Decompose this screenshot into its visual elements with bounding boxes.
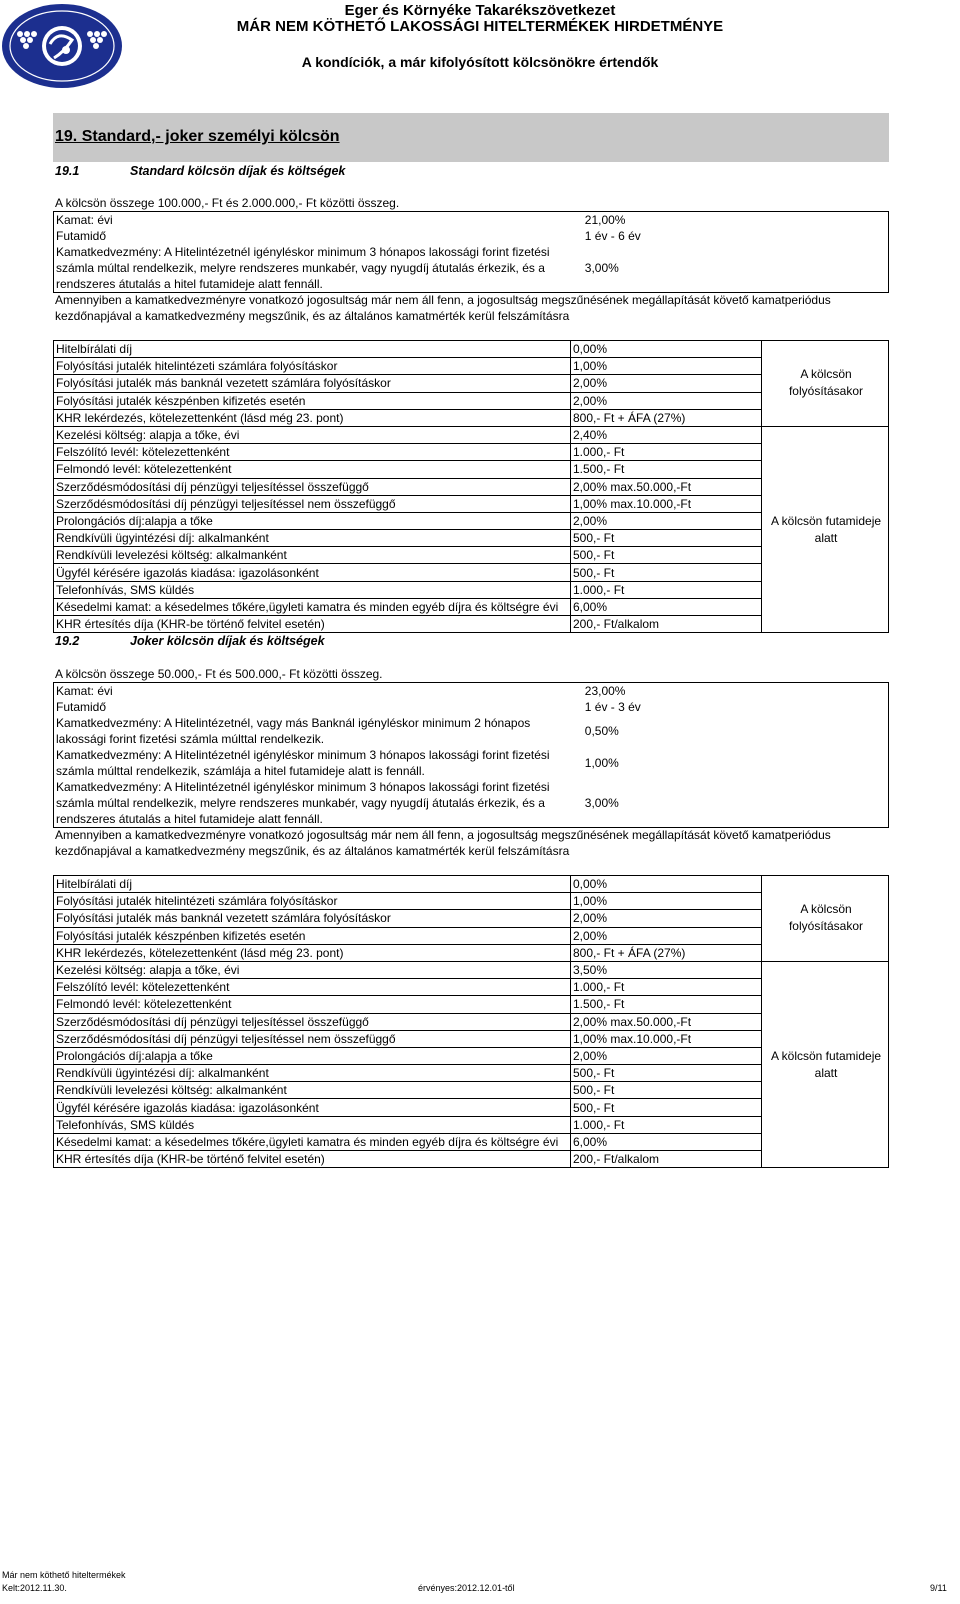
group-term: A kölcsön futamideje alatt — [770, 1048, 882, 1080]
interest-value: 21,00% — [584, 213, 626, 227]
fee-label: Kezelési költség: alapja a tőke, évi — [54, 426, 571, 443]
fee-row — [54, 961, 889, 978]
fee-value: 1,00% — [571, 358, 762, 375]
interest-value: 1 év - 6 év — [584, 229, 641, 243]
fee-label: Rendkívüli ügyintézési díj: alkalmanként — [54, 1065, 571, 1082]
standard-interest-table — [53, 211, 889, 293]
fee-label: Rendkívüli levelezési költség: alkalmanként — [54, 547, 571, 564]
fee-value: 2,00% — [571, 375, 762, 392]
fee-label: Hitelbírálati díj — [54, 341, 571, 358]
fee-label: Telefonhívás, SMS küldés — [54, 1116, 571, 1133]
fee-label: Rendkívüli ügyintézési díj: alkalmanként — [54, 530, 571, 547]
fee-label: Szerződésmódosítási díj pénzügyi teljesítéssel nem összefüggő — [54, 495, 571, 512]
fee-value: 1,00% — [571, 893, 762, 910]
fee-label: KHR lekérdezés, kötelezettenként (lásd még 23. pont) — [54, 409, 571, 426]
footer-product-note: Már nem köthető hiteltermékek — [2, 1570, 126, 1580]
fee-label: Kezelési költség: alapja a tőke, évi — [54, 961, 571, 978]
fee-value: 500,- Ft — [571, 530, 762, 547]
fee-value: 6,00% — [571, 1133, 762, 1150]
fee-label: Prolongációs díj:alapja a tőke — [54, 1047, 571, 1064]
fee-value: 800,- Ft + ÁFA (27%) — [571, 944, 762, 961]
interest-label: Kamatkedvezmény: A Hitelintézetnél igényléskor minimum 3 hónapos lakossági forint fizetési számla múlttal rendelkezik, számlája a hitel futamideje alatt is fennáll. — [56, 748, 550, 778]
fee-value: 500,- Ft — [571, 1082, 762, 1099]
fee-label: Felmondó levél: kötelezettenként — [54, 996, 571, 1013]
interest-label: Kamat: évi — [56, 213, 113, 227]
fee-label: Rendkívüli levelezési költség: alkalmanként — [54, 1082, 571, 1099]
fee-value: 0,00% — [571, 876, 762, 893]
document-subtitle: A kondíciók, a már kifolyósított kölcsönökre értendők — [301, 54, 659, 70]
fee-value: 1.500,- Ft — [571, 461, 762, 478]
interest-label: Kamat: évi — [56, 684, 113, 698]
fee-label: Folyósítási jutalék más banknál vezetett számlára folyósításkor — [54, 910, 571, 927]
fee-value: 3,50% — [571, 961, 762, 978]
fee-label: Folyósítási jutalék hitelintézeti számlára folyósításkor — [54, 358, 571, 375]
fee-value: 0,00% — [571, 341, 762, 358]
fee-label: KHR lekérdezés, kötelezettenként (lásd még 23. pont) — [54, 944, 571, 961]
interest-value: 23,00% — [584, 684, 626, 698]
fee-label: Ügyfél kérésére igazolás kiadása: igazolásonként — [54, 1099, 571, 1116]
fee-value: 500,- Ft — [571, 547, 762, 564]
fee-value: 2,00% — [571, 910, 762, 927]
fee-row — [54, 341, 889, 358]
fee-label: Késedelmi kamat: a késedelmes tőkére,ügyleti kamatra és minden egyéb díjra és költségre évi — [54, 1133, 571, 1150]
fee-value: 800,- Ft + ÁFA (27%) — [571, 409, 762, 426]
fee-value: 1,00% max.10.000,-Ft — [571, 495, 762, 512]
fee-label: Folyósítási jutalék készpénben kifizetés esetén — [54, 392, 571, 409]
fee-value: 500,- Ft — [571, 564, 762, 581]
fee-label: KHR értesítés díja (KHR-be történő felvitel esetén) — [54, 1151, 571, 1168]
footer-page-number: 9/11 — [930, 1583, 947, 1593]
fee-row — [54, 876, 889, 893]
fee-label: Prolongációs díj:alapja a tőke — [54, 512, 571, 529]
fee-label: Szerződésmódosítási díj pénzügyi teljesítéssel összefüggő — [54, 478, 571, 495]
fee-label: Szerződésmódosítási díj pénzügyi teljesítéssel nem összefüggő — [54, 1030, 571, 1047]
fee-value: 200,- Ft/alkalom — [571, 616, 762, 633]
fee-value: 1.500,- Ft — [571, 996, 762, 1013]
interest-value: 3,00% — [584, 261, 619, 275]
standard-discount-note: Amennyiben a kamatkedvezményre vonatkozó jogosultság már nem áll fenn, a jogosultság megszűnésének megállapítását követő kamatperiódus kezdőnapjával a kamatkedvezmény megszűnik, és az általános kamatmérték kerül felszámításra — [55, 293, 831, 323]
fee-value: 200,- Ft/alkalom — [571, 1151, 762, 1168]
joker-amount: A kölcsön összege 50.000,- Ft és 500.000,- Ft közötti összeg. — [55, 667, 383, 681]
section-title: 19. Standard,- joker személyi kölcsön — [53, 113, 889, 162]
document-title: MÁR NEM KÖTHETŐ LAKOSSÁGI HITELTERMÉKEK HIRDETMÉNYE — [236, 18, 724, 35]
group-disbursement: A kölcsön folyósításakor — [762, 341, 889, 427]
fee-value: 2,00% — [571, 512, 762, 529]
fee-value: 500,- Ft — [571, 1099, 762, 1116]
interest-value: 1 év - 3 év — [584, 700, 641, 714]
interest-value: 1,00% — [584, 756, 619, 770]
fee-value: 2,40% — [571, 426, 762, 443]
joker-interest-table — [53, 682, 889, 828]
interest-label: Kamatkedvezmény: A Hitelintézetnél igényléskor minimum 3 hónapos lakossági forint fizetési számla múltal rendelkezik, melyre rendszeres munkabér, vagy nyugdíj átutalás érkezik, és a rendszeres átutalás a hitel futamideje alatt fennáll. — [56, 245, 550, 291]
fee-value: 6,00% — [571, 598, 762, 615]
fee-label: Hitelbírálati díj — [54, 876, 571, 893]
fee-value: 1.000,- Ft — [571, 979, 762, 996]
fee-value: 2,00% — [571, 392, 762, 409]
fee-value: 1.000,- Ft — [571, 581, 762, 598]
group-term: A kölcsön futamideje alatt — [770, 513, 882, 545]
subsection-joker-title: 19.2 Joker kölcsön díjak és költségek — [55, 634, 325, 648]
fee-value: 1.000,- Ft — [571, 444, 762, 461]
subsection-standard-title: 19.1 Standard kölcsön díjak és költségek — [55, 164, 346, 178]
joker-discount-note: Amennyiben a kamatkedvezményre vonatkozó jogosultság már nem áll fenn, a jogosultság megszűnésének megállapítását követő kamatperiódus kezdőnapjával a kamatkedvezmény megszűnik, és az általános kamatmérték kerül felszámításra — [55, 828, 831, 858]
interest-label: Futamidő — [56, 700, 107, 714]
bank-logo — [0, 0, 124, 90]
fee-value: 2,00% max.50.000,-Ft — [571, 478, 762, 495]
fee-label: Késedelmi kamat: a késedelmes tőkére,ügyleti kamatra és minden egyéb díjra és költségre évi — [54, 598, 571, 615]
interest-label: Kamatkedvezmény: A Hitelintézetnél igényléskor minimum 3 hónapos lakossági forint fizetési számla múltal rendelkezik, melyre rendszeres munkabér, vagy nyugdíj átutalás érkezik, és a rendszeres átutalás a hitel futamideje alatt fennáll. — [56, 780, 550, 826]
interest-value: 3,00% — [584, 796, 619, 810]
fee-value: 2,00% — [571, 1047, 762, 1064]
interest-label: Kamatkedvezmény: A Hitelintézetnél, vagy más Banknál igényléskor minimum 2 hónapos lakossági forint fizetési számla múlttal rendelkezik. — [56, 716, 531, 746]
fee-value: 2,00% — [571, 927, 762, 944]
fee-value: 1.000,- Ft — [571, 1116, 762, 1133]
fee-label: KHR értesítés díja (KHR-be történő felvitel esetén) — [54, 616, 571, 633]
fee-label: Felszólító levél: kötelezettenként — [54, 979, 571, 996]
fee-label: Felszólító levél: kötelezettenként — [54, 444, 571, 461]
bank-name: Eger és Környéke Takarékszövetkezet — [344, 2, 616, 19]
joker-fee-table — [53, 875, 889, 1168]
fee-label: Szerződésmódosítási díj pénzügyi teljesítéssel összefüggő — [54, 1013, 571, 1030]
standard-amount: A kölcsön összege 100.000,- Ft és 2.000.000,- Ft közötti összeg. — [55, 196, 400, 210]
interest-label: Futamidő — [56, 229, 107, 243]
interest-value: 0,50% — [584, 724, 619, 738]
footer-date: Kelt:2012.11.30. — [2, 1583, 67, 1593]
footer-validity: érvényes:2012.12.01-től — [418, 1583, 515, 1593]
fee-label: Folyósítási jutalék készpénben kifizetés esetén — [54, 927, 571, 944]
group-disbursement: A kölcsön folyósításakor — [762, 876, 889, 962]
fee-value: 1,00% max.10.000,-Ft — [571, 1030, 762, 1047]
standard-fee-table — [53, 340, 889, 633]
fee-value: 2,00% max.50.000,-Ft — [571, 1013, 762, 1030]
fee-label: Ügyfél kérésére igazolás kiadása: igazolásonként — [54, 564, 571, 581]
fee-label: Folyósítási jutalék más banknál vezetett számlára folyósításkor — [54, 375, 571, 392]
fee-value: 500,- Ft — [571, 1065, 762, 1082]
fee-label: Folyósítási jutalék hitelintézeti számlára folyósításkor — [54, 893, 571, 910]
fee-label: Felmondó levél: kötelezettenként — [54, 461, 571, 478]
fee-row — [54, 426, 889, 443]
fee-label: Telefonhívás, SMS küldés — [54, 581, 571, 598]
